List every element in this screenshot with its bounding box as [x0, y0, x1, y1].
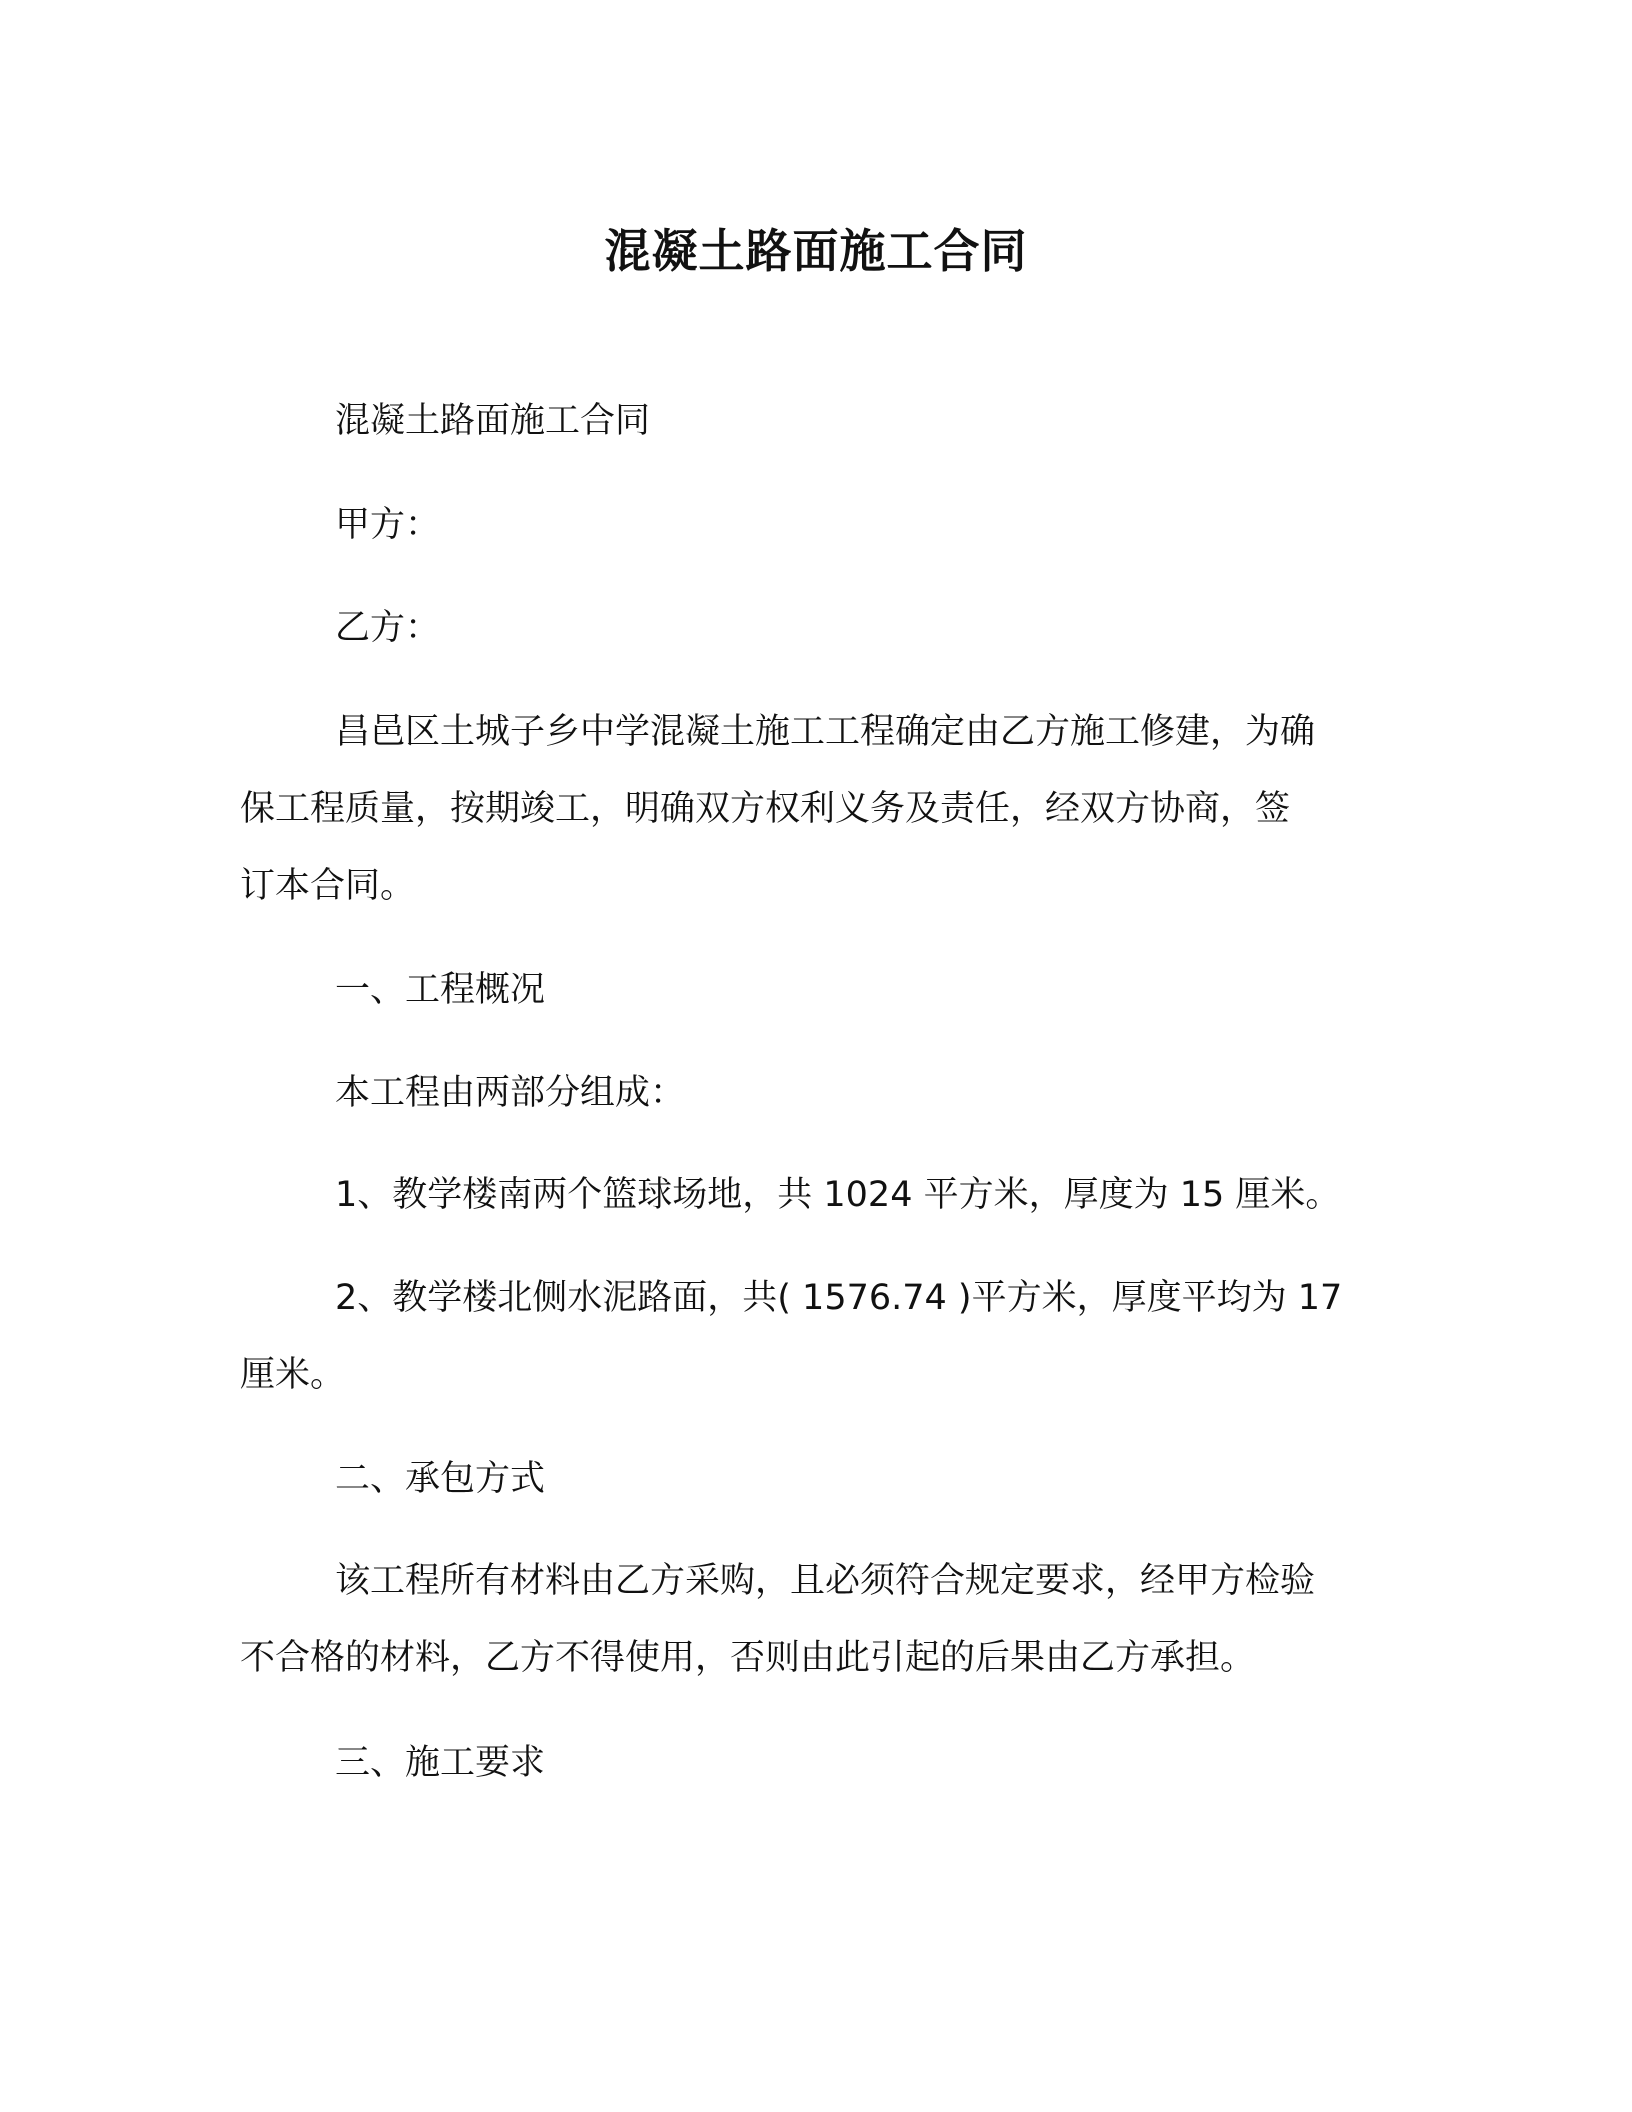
section-1-item-1: 1、教学楼南两个篮球场地，共 1024 平方米，厚度为 15 厘米。 — [335, 1175, 1341, 1215]
document-title: 混凝土路面施工合同 — [604, 224, 1028, 278]
party-a-label: 甲方： — [335, 505, 441, 545]
section-1-lead: 本工程由两部分组成： — [335, 1073, 686, 1113]
section-3-heading: 三、施工要求 — [335, 1743, 546, 1783]
intro-line-2: 保工程质量，按期竣工，明确双方权利义务及责任，经双方协商，签 — [240, 789, 1291, 829]
intro-line-3: 订本合同。 — [240, 866, 416, 906]
intro-paragraph — [240, 694, 1376, 925]
section-2-heading: 二、承包方式 — [335, 1459, 546, 1499]
section-2-body — [240, 1543, 1376, 1697]
intro-line-1: 昌邑区土城子乡中学混凝土施工工程确定由乙方施工修建，为确 — [335, 712, 1316, 752]
section-1-item-2 — [240, 1260, 1376, 1414]
party-b-label: 乙方： — [335, 608, 441, 648]
section-2-body-line-2: 不合格的材料，乙方不得使用，否则由此引起的后果由乙方承担。 — [240, 1638, 1256, 1678]
section-1-item-2-line-1: 2、教学楼北侧水泥路面，共( 1576.74 )平方米，厚度平均为 17 — [335, 1278, 1343, 1318]
section-1-item-2-line-2: 厘米。 — [240, 1355, 346, 1395]
document-subtitle: 混凝土路面施工合同 — [335, 401, 651, 441]
section-1-heading: 一、工程概况 — [335, 970, 546, 1010]
section-2-body-line-1: 该工程所有材料由乙方采购，且必须符合规定要求，经甲方检验 — [335, 1561, 1316, 1601]
